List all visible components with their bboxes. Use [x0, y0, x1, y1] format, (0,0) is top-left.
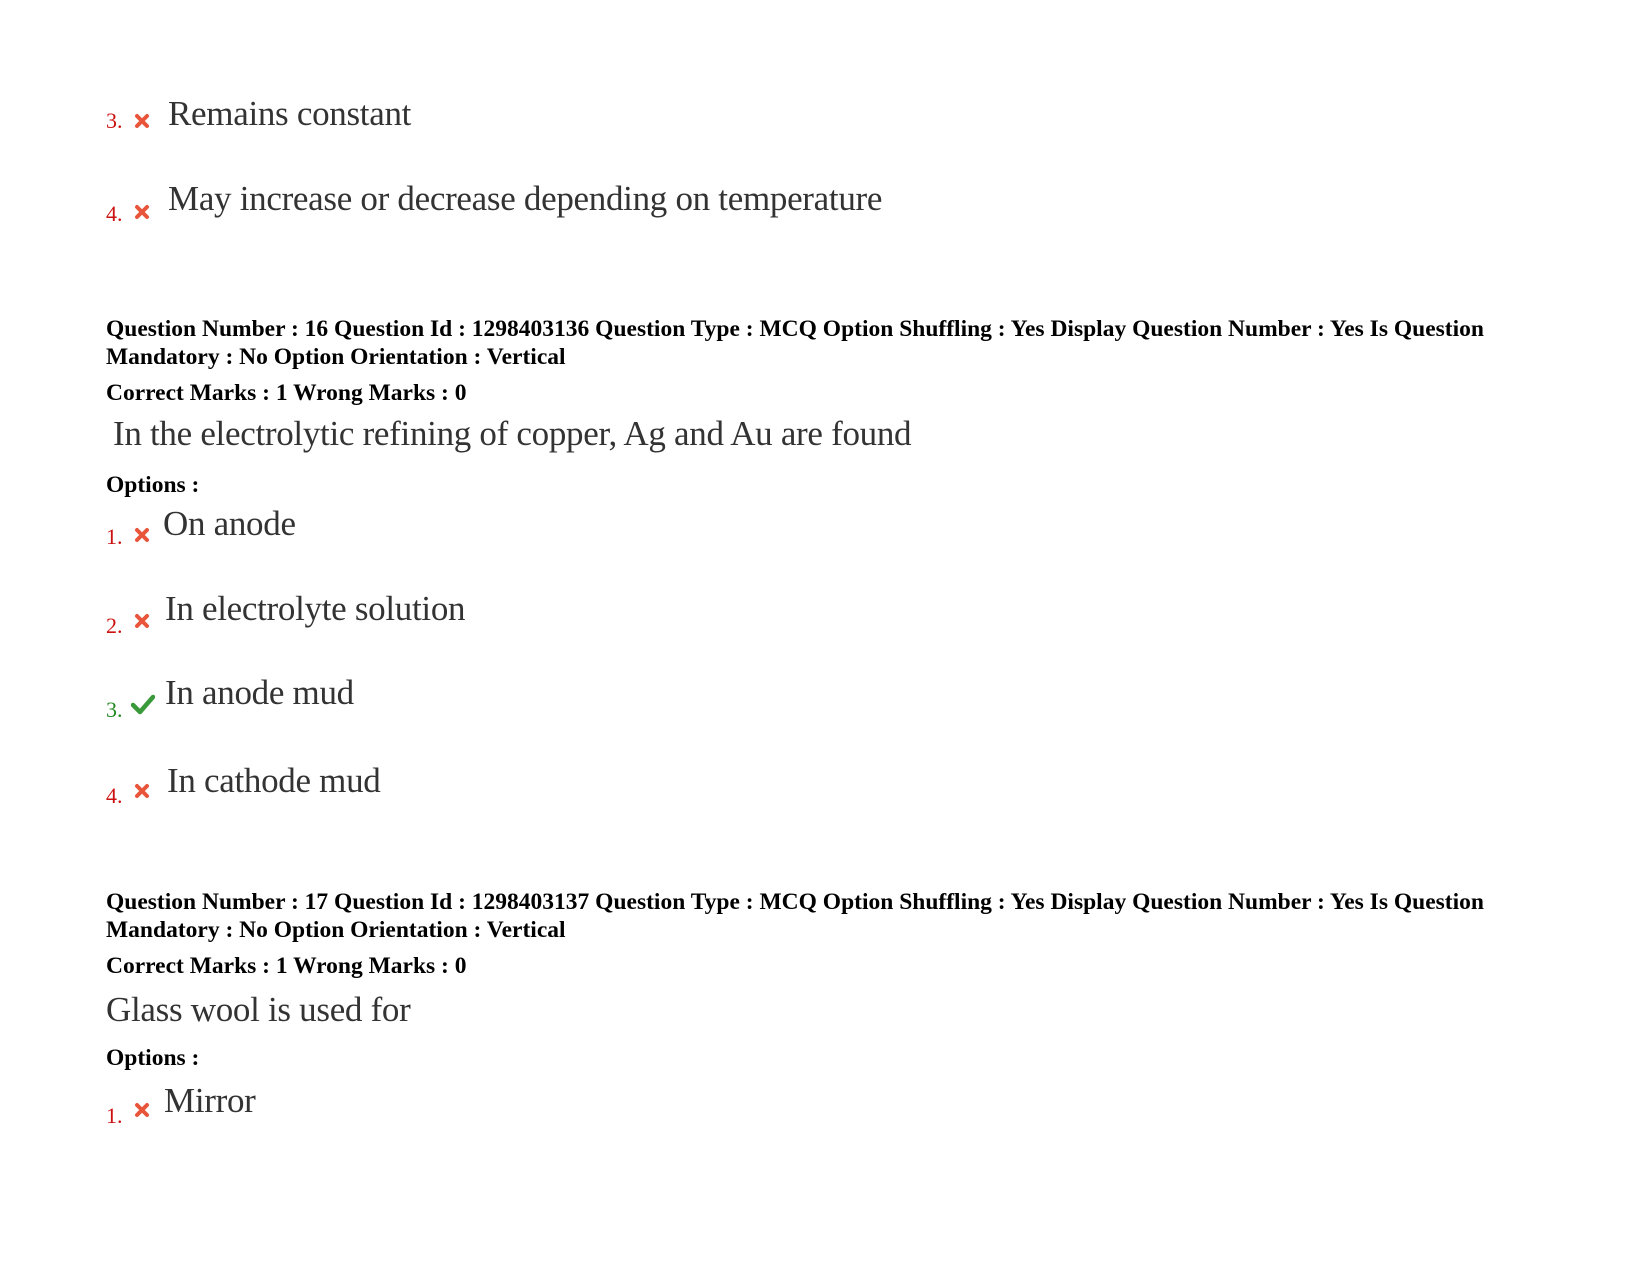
option-number: 3.: [106, 108, 123, 133]
options-label: Options :: [106, 1045, 200, 1071]
option-text: In anode mud: [165, 673, 354, 712]
cross-icon: [133, 782, 151, 800]
option-text: Mirror: [164, 1081, 256, 1120]
cross-icon: [133, 526, 151, 544]
question-text: Glass wool is used for: [106, 990, 411, 1029]
question-text: In the electrolytic refining of copper, Ag and Au are found: [113, 414, 912, 453]
option-number: 1.: [106, 524, 123, 549]
option-text: Remains constant: [168, 94, 412, 133]
cross-icon: [133, 203, 151, 221]
option-text: On anode: [163, 504, 296, 543]
option-text: May increase or decrease depending on temperature: [168, 179, 883, 218]
options-label: Options :: [106, 472, 200, 498]
question-marks: Correct Marks : 1 Wrong Marks : 0: [106, 380, 467, 406]
cross-icon: [133, 612, 151, 630]
option-number: 3.: [106, 697, 123, 722]
option-text: In cathode mud: [167, 761, 381, 800]
question-meta: Question Number : 16 Question Id : 1298403136 Question Type : MCQ Option Shuffling : Yes Display Question Number : Yes Is Question Mandatory : No Option Orientation : Vertical: [106, 316, 1484, 370]
checkmark-icon: [131, 693, 155, 715]
question-marks: Correct Marks : 1 Wrong Marks : 0: [106, 953, 467, 979]
option-number: 1.: [106, 1103, 123, 1128]
cross-icon: [133, 1101, 151, 1119]
option-number: 4.: [106, 783, 123, 808]
option-number: 2.: [106, 613, 123, 638]
option-number: 4.: [106, 201, 123, 226]
cross-icon: [133, 112, 151, 130]
question-meta: Question Number : 17 Question Id : 1298403137 Question Type : MCQ Option Shuffling : Yes Display Question Number : Yes Is Question Mandatory : No Option Orientation : Vertical: [106, 889, 1484, 943]
option-text: In electrolyte solution: [165, 589, 466, 628]
